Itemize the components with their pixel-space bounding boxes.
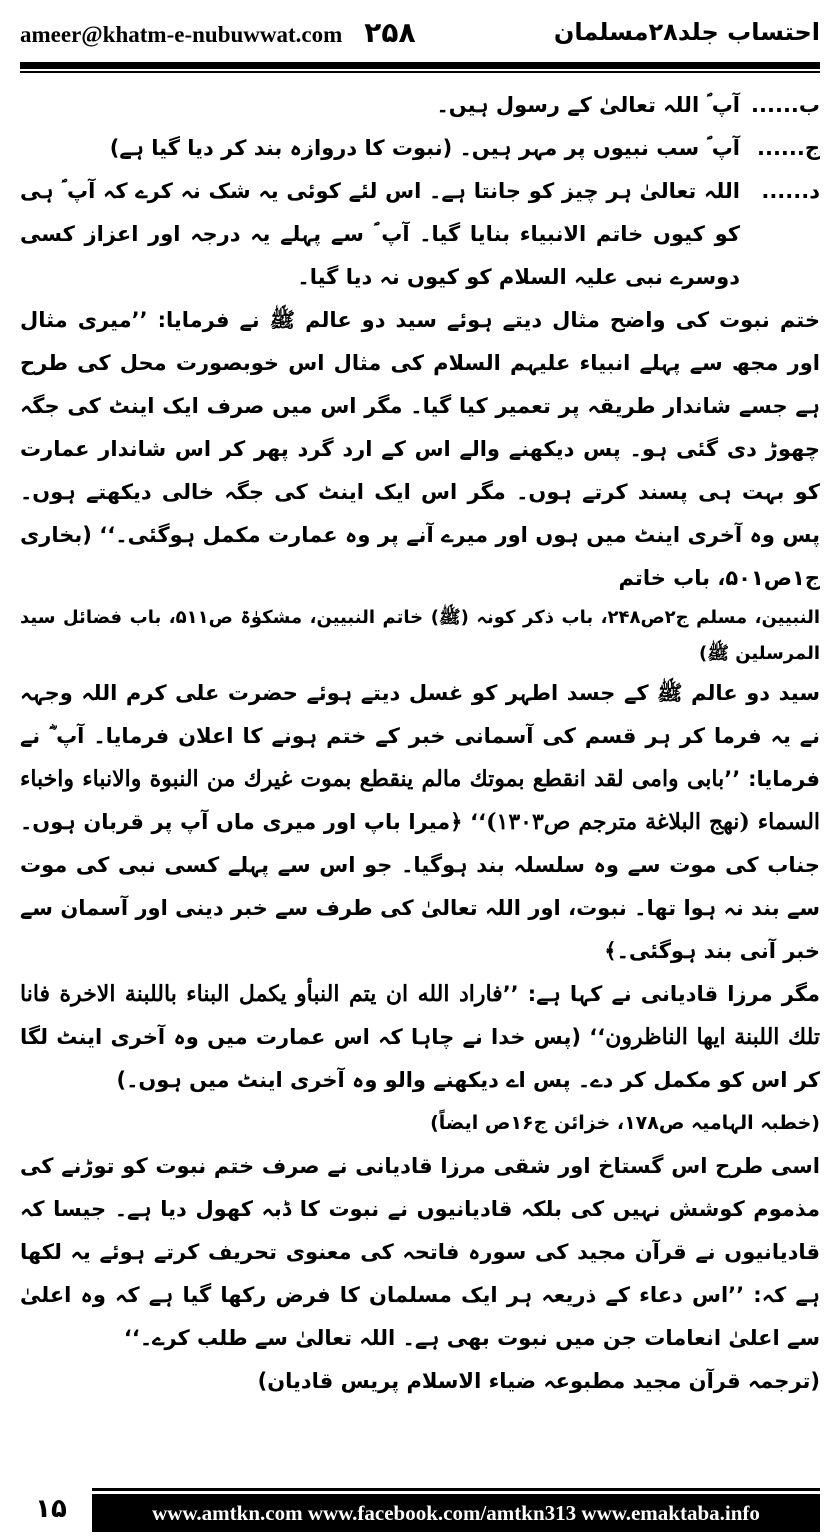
header-rule-thin [20,71,820,73]
paragraph-ali [20,672,820,973]
page-header [20,8,820,56]
hadith-reference: النبیین، مسلم ج۲ص۲۴۸، باب ذکر کونہ (ﷺ) خاتم النبیین، مشکوٰۃ ص۵۱۱، باب فضائل سید المرسلین ﷺ) [20,607,820,664]
body-text [20,84,820,1403]
arabic-quote-mirza: فاراد الله ان يتم النبأو يكمل البناء باللبنة الاخرة فانا تلك اللبنة ايها الناظرون [20,981,820,1050]
paragraph-hadith: ختم نبوت کی واضح مثال دیتے ہوئے سید دو عالم ﷺ نے فرمایا: ’’میری مثال اور مجھ سے پہلے انبیاء علیہم السلام کی مثال اس خوبصورت محل کی طرح ہے جسے شاندار طریقہ پر تعمیر کیا گیا۔ مگر اس میں صرف ایک اینٹ کی جگہ چھوڑ دی گئی ہو۔ پس دیکھنے والے اس کے ارد گرد پھر کر اس شاندار عمارت کو بہت ہی پسند کرتے ہوں۔ مگر اس ایک اینٹ کی جگہ خالی دیکھتے ہوں۔ پس وہ آخری اینٹ میں ہوں اور میرے آنے پر وہ عمارت مکمل ہوگئی۔‘‘ (بخاری ج۱ص۵۰۱، باب خاتم [20,308,820,590]
header-rule-thick [20,62,820,69]
list-item [20,84,820,127]
item-text: آپ ؐ اللہ تعالیٰ کے رسول ہیں۔ [436,93,740,117]
page-number: ۲۵۸ [364,15,416,49]
arabic-quote-ali: بابی وامی لقد انقطع بموتك مالم ينقطع بموت غيرك من النبوة والانباء واخباء السماء (نهج البلاغة مترجم ص١٣٠٣) [20,766,821,835]
item-marker: د...... [761,179,820,203]
footer-number: ۱۵ [35,1494,67,1524]
mirza-translation: ‘‘ (پس خدا نے چاہا کہ اس عمارت میں وہ آخری اینٹ لگا کر اس کو مکمل کر دے۔ پس اے دیکھنے والو وہ آخری اینٹ میں ہوں۔) [20,1025,820,1092]
ali-intro: سید دو عالم ﷺ کے جسد اطہر کو غسل دیتے ہوئے حضرت علی کرم اللہ وجہہ نے یہ فرما کر ہر قسم کی آسمانی خبر کے ختم ہونے کا اعلان فرمایا۔ آپ ؓ نے فرمایا: ’’ [20,681,820,791]
footer-rule [92,1488,820,1491]
mirza-intro: مگر مرزا قادیانی نے کہا ہے: ’’ [502,982,820,1006]
header-email: ameer@khatm-e-nubuwwat.com [20,21,343,47]
item-text: آپ ؐ سب نبیوں پر مہر ہیں۔ (نبوت کا دروازہ بند کر دیا گیا ہے) [109,136,740,160]
citation-khutba: (خطبہ الہامیہ ص۱۷۸، خزائن ج۱۶ص ایضاً) [430,1112,820,1134]
list-item [20,127,820,170]
item-text: اللہ تعالیٰ ہر چیز کو جانتا ہے۔ اس لئے کوئی یہ شک نہ کرے کہ آپ ؐ ہی کو کیوں خاتم الانبیاء بنایا گیا۔ آپ ؐ سے پہلے یہ درجہ اور اعزاز کسی دوسرے نبی علیہ السلام کو کیوں نہ دیا گیا۔ [20,179,740,289]
footer-url-bar [92,1494,820,1532]
item-marker: ب...... [751,93,820,117]
ali-translation: ‘‘ ﴿میرا باپ اور میری ماں آپ پر قربان ہوں۔ جناب کی موت سے وہ سلسلہ بند ہوگیا۔ جو اس سے پہلے کسی نبی کی موت سے بند نہ ہوا تھا۔ نبوت، اور اللہ تعالیٰ کی طرف سے خبر دینی اور آسمان سے خبر آنی بند ہوگئی۔﴾ [20,810,820,963]
item-marker: ج...... [757,136,820,160]
paragraph-fatiha: اسی طرح اس گستاخ اور شقی مرزا قادیانی نے صرف ختم نبوت کو توڑنے کی مذموم کوشش نہیں کی بلکہ قادیانیوں نے نبوت کا ڈبہ کھول دیا ہے۔ جیسا کہ قادیانیوں نے قرآن مجید کی سورہ فاتحہ کی معنوی تحریف کرتے ہوئے یہ لکھا ہے کہ: ’’اس دعاء کے ذریعہ ہر ایک مسلمان کا فرض رکھا گیا ہے کہ وہ اعلیٰ سے اعلیٰ انعامات جن میں نبوت بھی ہے۔ اللہ تعالیٰ سے طلب کرے۔‘‘ [20,1154,820,1350]
running-title: احتساب جلد۲۸مسلمان [553,18,820,46]
header-left [20,16,416,49]
list-item [20,170,820,299]
fatiha-reference: (ترجمہ قرآن مجید مطبوعہ ضیاء الاسلام پریس قادیان) [257,1369,820,1393]
paragraph-mirza [20,973,820,1102]
footer-urls: www.amtkn.com www.facebook.com/amtkn313 www.emaktaba.info [152,1500,760,1525]
